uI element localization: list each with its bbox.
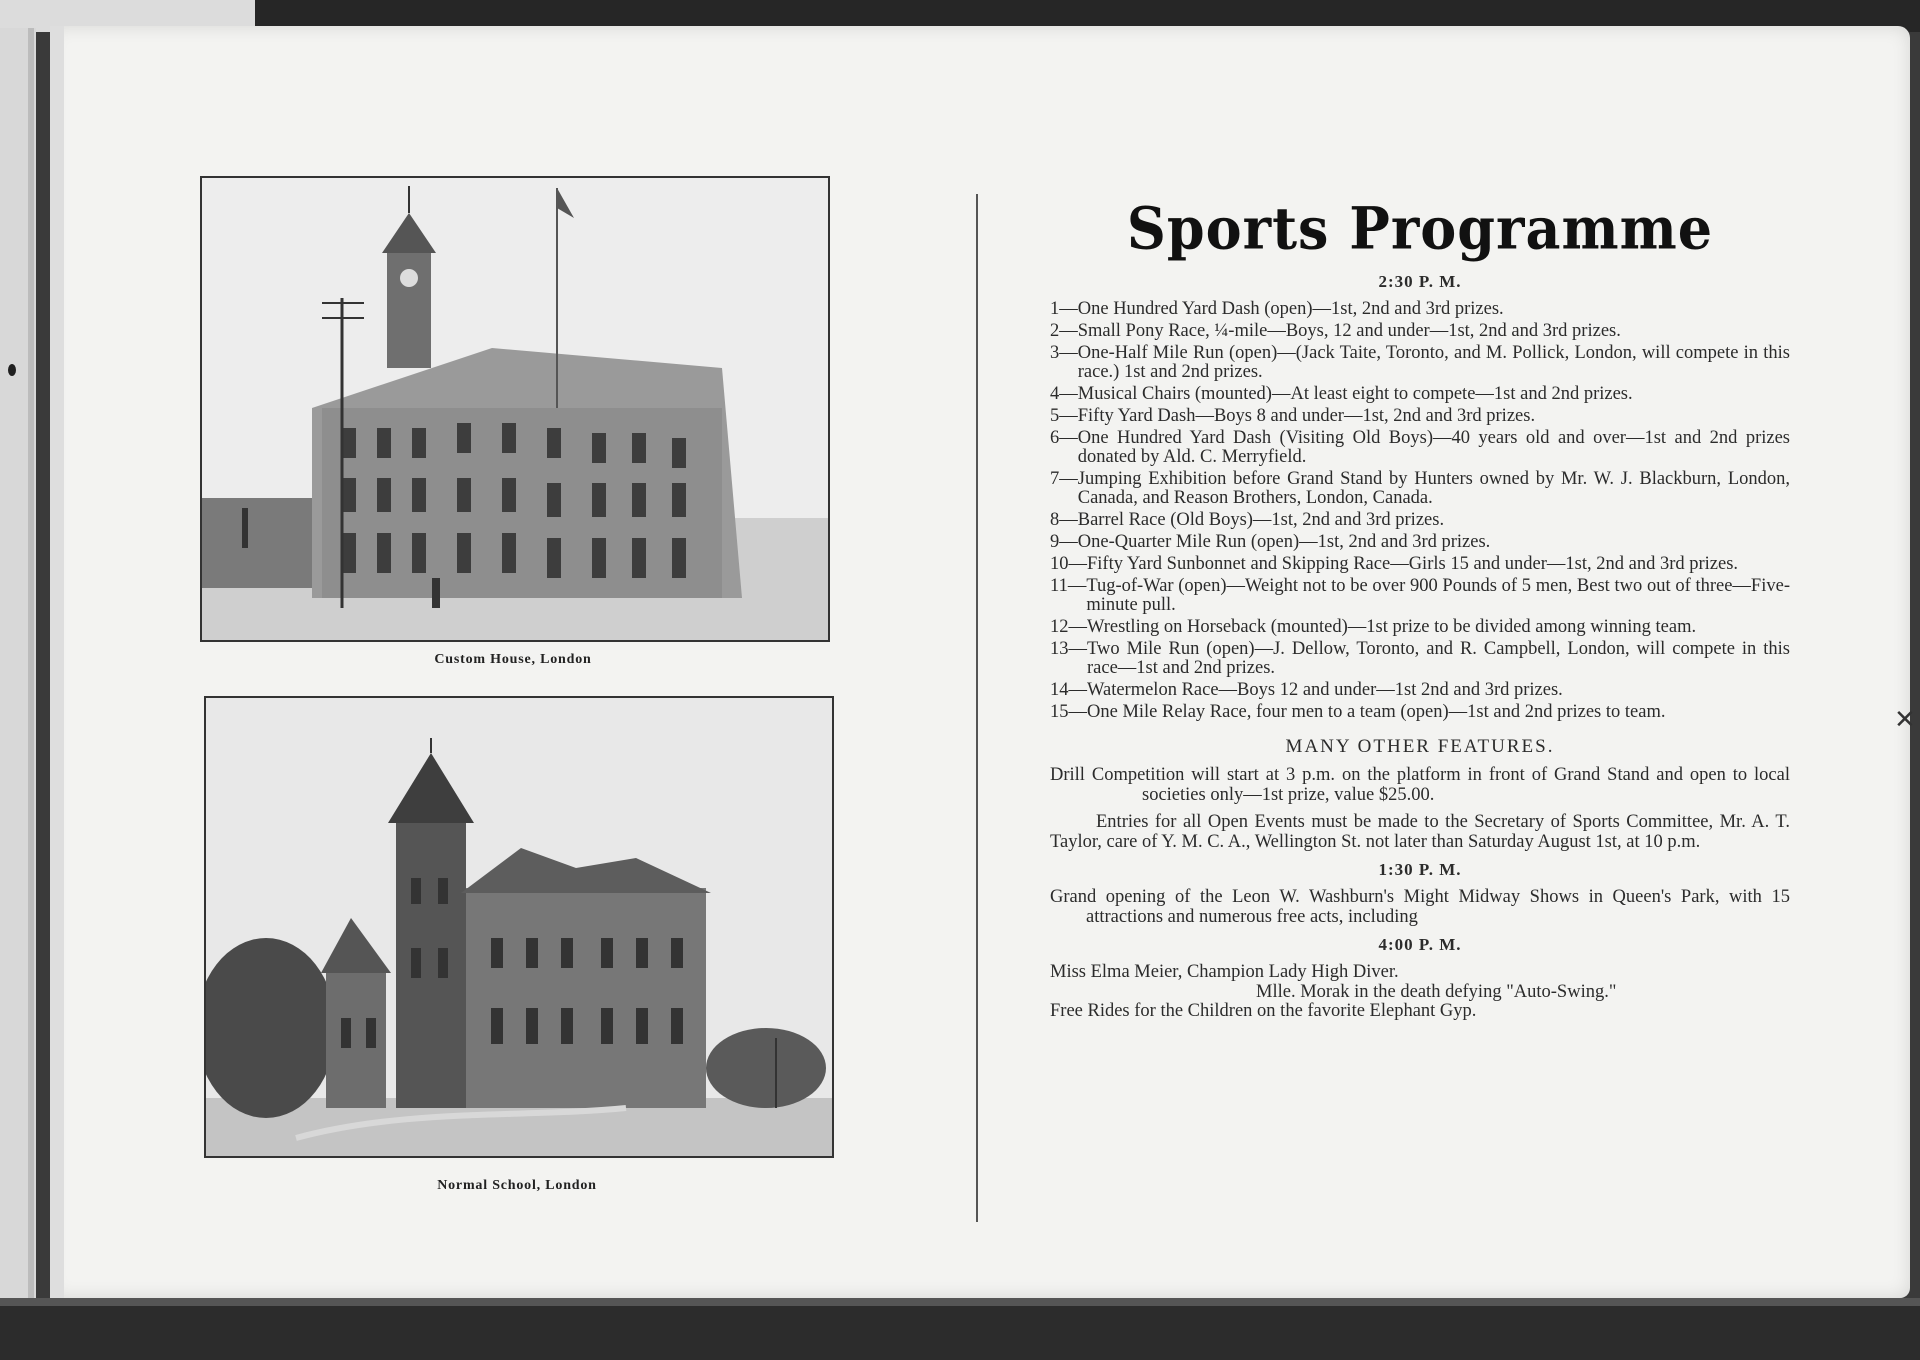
page-binding-shadow (50, 26, 64, 1298)
event-number: 12— (1050, 617, 1087, 637)
event-item (1050, 577, 1790, 615)
event-item (1050, 703, 1790, 722)
event-text: One Hundred Yard Dash (open)—1st, 2nd and 3rd prizes. (1077, 299, 1504, 319)
document-page (50, 26, 1916, 1298)
event-text: Two Mile Run (open)—J. Dellow, Toronto, and R. Campbell, London, will compete in this race—1st and 2nd prizes. (1087, 639, 1790, 678)
event-text: Small Pony Race, ¼-mile—Boys, 12 and under—1st, 2nd and 3rd prizes. (1077, 321, 1621, 341)
event-item (1050, 533, 1790, 552)
meier-line: Miss Elma Meier, Champion Lady High Diver. (1050, 962, 1399, 982)
event-number: 14— (1050, 680, 1087, 700)
event-number: 11— (1050, 576, 1087, 596)
entries-paragraph: Entries for all Open Events must be made to the Secretary of Sports Committee, Mr. A. T. Taylor, care of Y. M. C. A., Wellington St. not later than Saturday August 1st, at 10 p.m. (1050, 812, 1790, 852)
event-item (1050, 555, 1790, 574)
event-text: One-Quarter Mile Run (open)—1st, 2nd and 3rd prizes. (1077, 532, 1491, 552)
event-text: Wrestling on Horseback (mounted)—1st prize to be divided among winning team. (1087, 617, 1697, 637)
event-item (1050, 385, 1790, 404)
custom-house-photo (200, 176, 830, 642)
scanner-bottom-band (0, 1298, 1920, 1360)
event-item (1050, 681, 1790, 700)
event-number: 13— (1050, 639, 1087, 659)
column-divider (976, 194, 978, 1222)
programme-column (1050, 186, 1790, 1030)
normal-school-caption: Normal School, London (437, 1178, 597, 1193)
event-item (1050, 300, 1790, 319)
event-number: 15— (1050, 702, 1087, 722)
event-item (1050, 407, 1790, 426)
event-text: Jumping Exhibition before Grand Stand by Hunters owned by Mr. W. J. Blackburn, London, Canada, and Reason Brothers, London, Canada. (1077, 469, 1790, 508)
drill-paragraph: Drill Competition will start at 3 p.m. on the platform in front of Grand Stand and open to local societies only—1st prize, value $25.00. (1050, 765, 1790, 805)
event-text: Musical Chairs (mounted)—At least eight to compete—1st and 2nd prizes. (1077, 384, 1633, 404)
event-text: One-Half Mile Run (open)—(Jack Taite, Toronto, and M. Pollick, London, will compete in this race.) 1st and 2nd prizes. (1077, 343, 1790, 382)
event-text: Fifty Yard Dash—Boys 8 and under—1st, 2nd and 3rd prizes. (1077, 406, 1536, 426)
event-item (1050, 618, 1790, 637)
event-text: One Mile Relay Race, four men to a team (open)—1st and 2nd prizes to team. (1087, 702, 1666, 722)
grand-opening-paragraph: Grand opening of the Leon W. Washburn's Might Midway Shows in Queen's Park, with 15 attractions and numerous free acts, including (1050, 887, 1790, 927)
binder-clip-mark: ✕ (1894, 705, 1916, 734)
time-heading: 1:30 P. M. (1378, 860, 1462, 879)
event-number: 1— (1050, 299, 1078, 319)
free-rides-line: Free Rides for the Children on the favorite Elephant Gyp. (1050, 1001, 1477, 1021)
event-item (1050, 322, 1790, 341)
programme-title: Sports Programme (1126, 193, 1714, 263)
event-text: Tug-of-War (open)—Weight not to be over 900 Pounds of 5 men, Best two out of three—Five-minute pull. (1086, 576, 1790, 615)
event-item (1050, 344, 1790, 382)
event-number: 3— (1050, 343, 1078, 363)
event-number: 9— (1050, 532, 1078, 552)
event-number: 6— (1050, 428, 1078, 448)
event-number: 2— (1050, 321, 1078, 341)
features-heading: MANY OTHER FEATURES. (1285, 736, 1555, 757)
event-number: 8— (1050, 510, 1078, 530)
morak-line: Mlle. Morak in the death defying "Auto-Swing." (1256, 981, 1617, 1002)
event-text: Fifty Yard Sunbonnet and Skipping Race—Girls 15 and under—1st, 2nd and 3rd prizes. (1087, 554, 1739, 574)
custom-house-caption: Custom House, London (434, 652, 592, 667)
page-bottom-edge (0, 1298, 1920, 1306)
event-item (1050, 511, 1790, 530)
event-number: 10— (1050, 554, 1087, 574)
event-item (1050, 470, 1790, 508)
event-item (1050, 429, 1790, 467)
event-number: 7— (1050, 469, 1078, 489)
time-heading: 2:30 P. M. (1378, 272, 1462, 291)
time-heading: 4:00 P. M. (1378, 935, 1462, 954)
normal-school-photo (204, 696, 834, 1158)
event-number: 4— (1050, 384, 1078, 404)
event-number: 5— (1050, 406, 1078, 426)
event-text: One Hundred Yard Dash (Visiting Old Boys)—40 years old and over—1st and 2nd prizes donated by Ald. C. Merryfield. (1077, 428, 1790, 467)
event-text: Barrel Race (Old Boys)—1st, 2nd and 3rd prizes. (1077, 510, 1445, 530)
page-fold (28, 28, 34, 1300)
event-item (1050, 640, 1790, 678)
punch-hole (8, 364, 16, 376)
event-list (1050, 300, 1790, 722)
left-page-edge (0, 28, 36, 1300)
event-text: Watermelon Race—Boys 12 and under—1st 2nd and 3rd prizes. (1087, 680, 1563, 700)
